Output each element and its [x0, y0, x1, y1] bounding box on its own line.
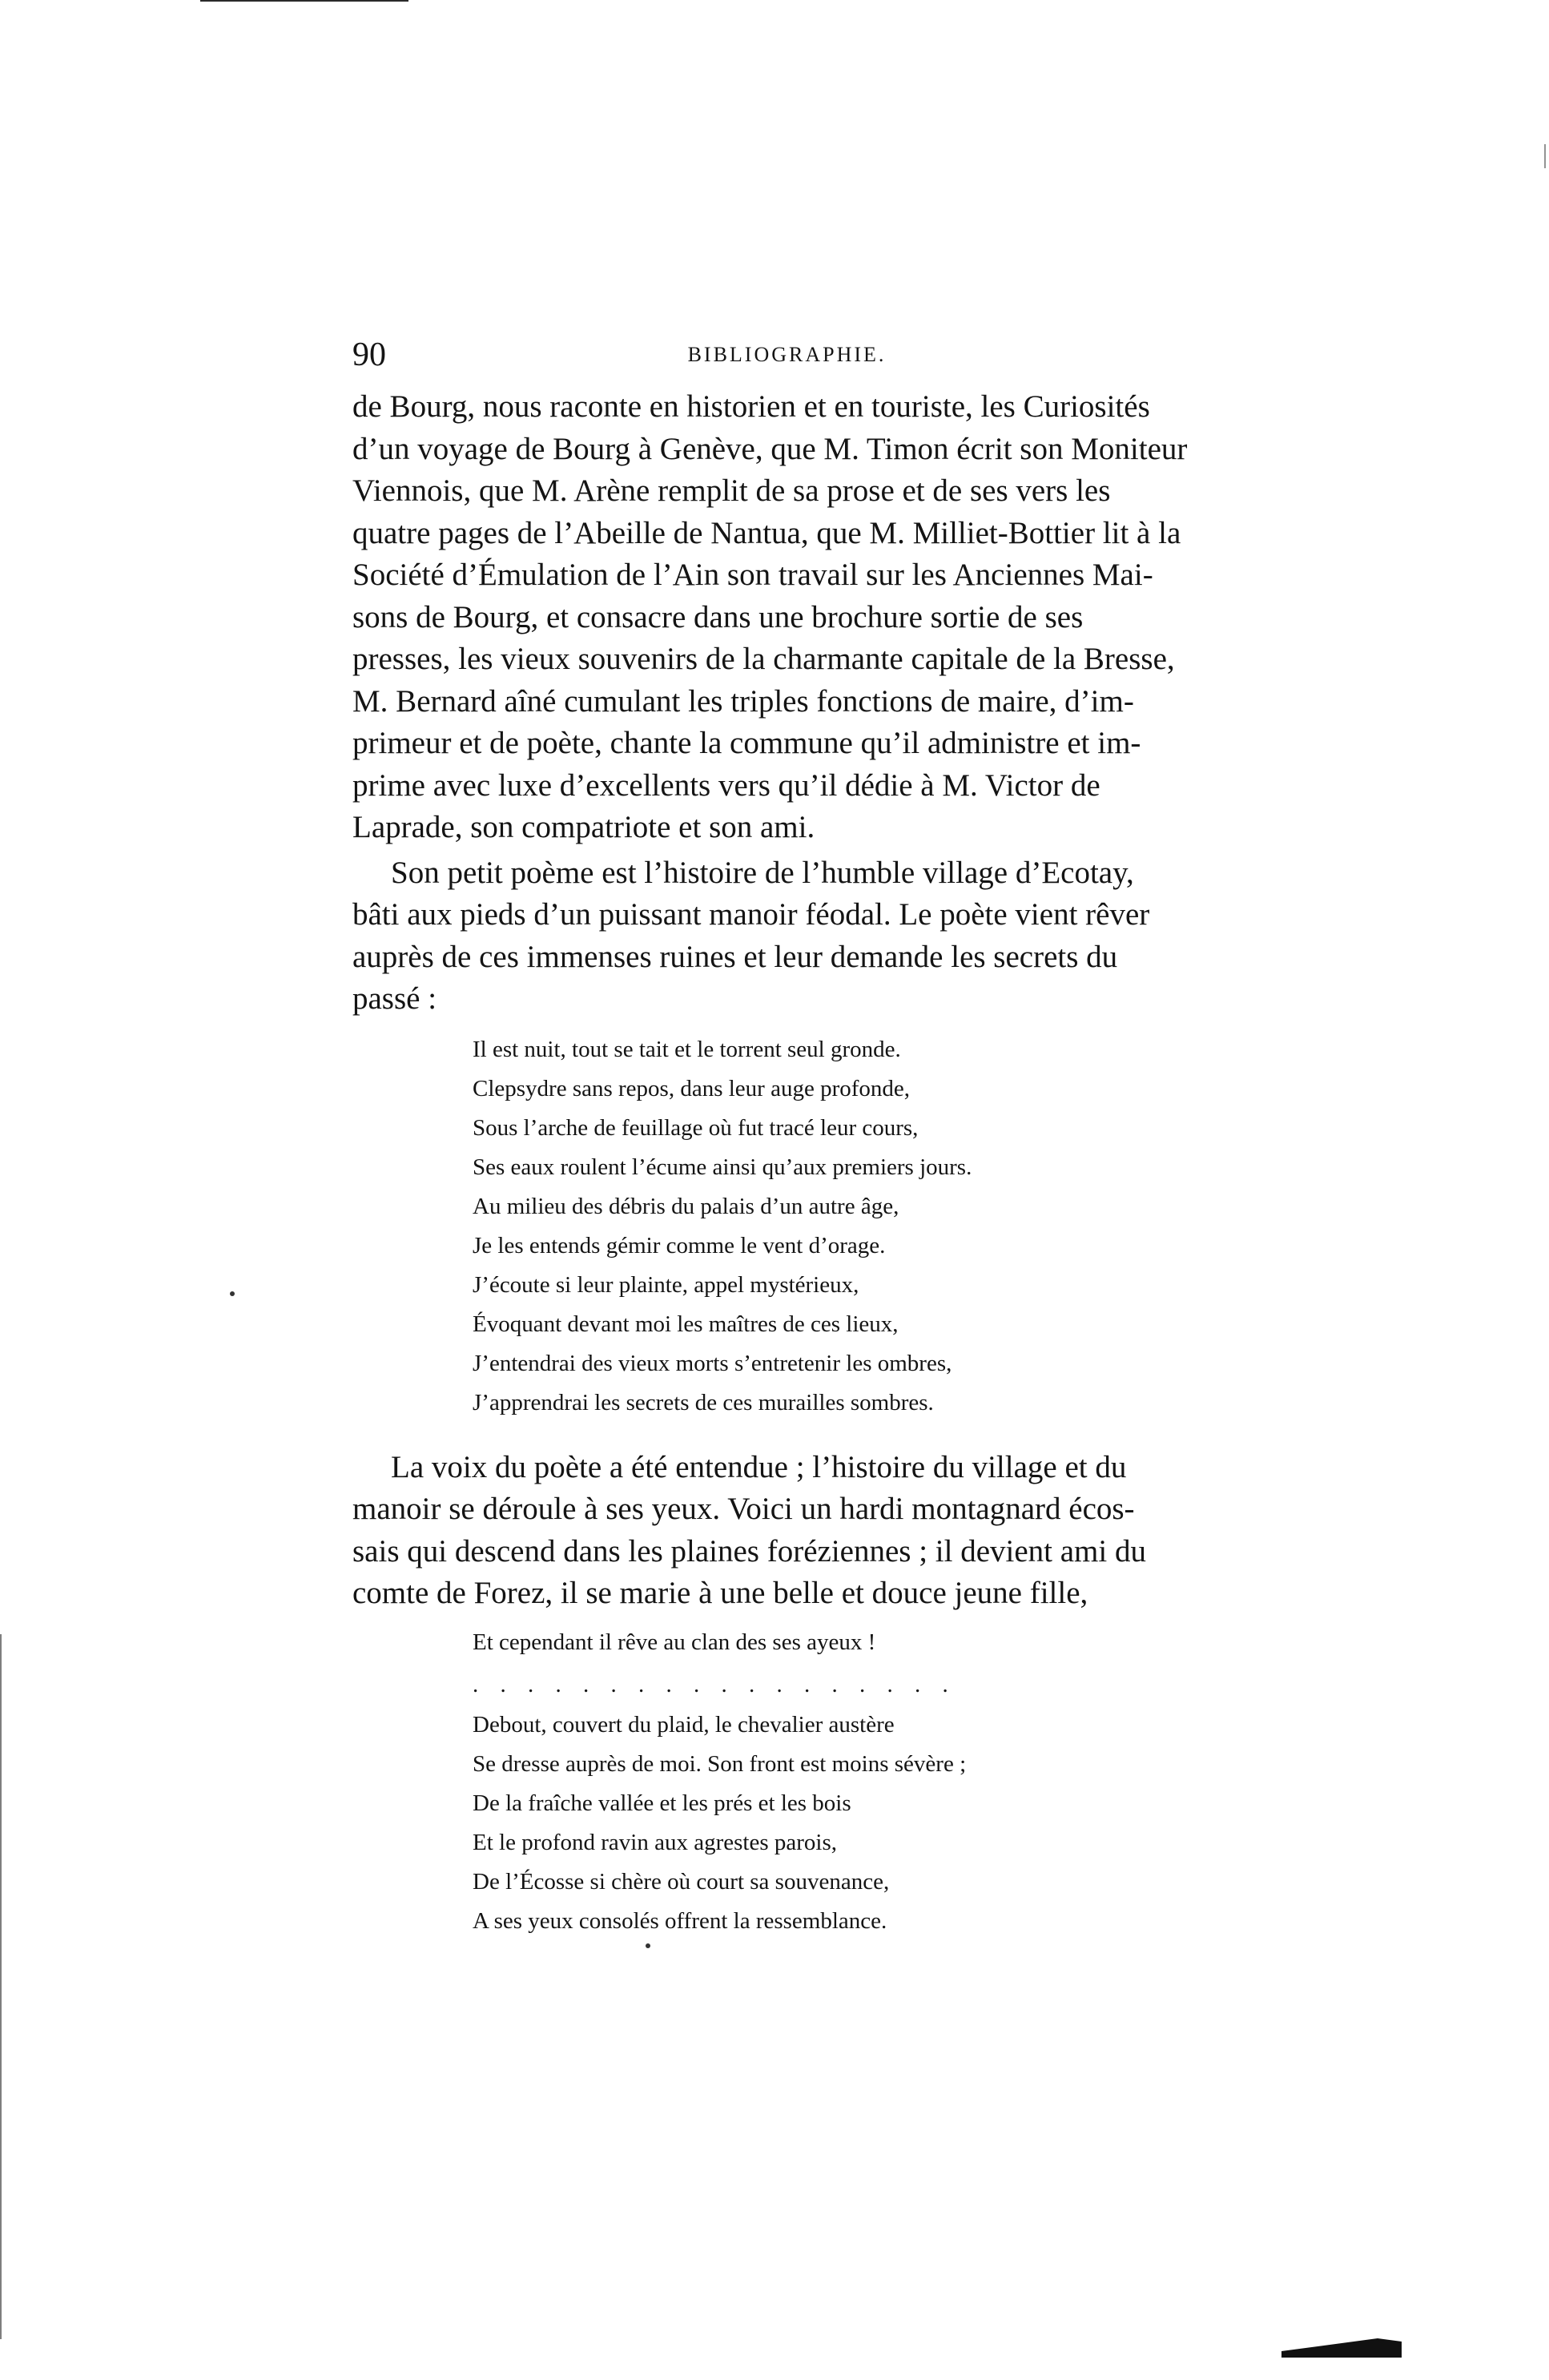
- prose-line: La voix du poète a été entendue ; l’histoire du village et du: [391, 1449, 1127, 1484]
- verse-line: A ses yeux consolés offrent la ressemblance.: [473, 1907, 887, 1934]
- running-title: BIBLIOGRAPHIE.: [687, 343, 887, 366]
- verse-line: Sous l’arche de feuillage où fut tracé leur cours,: [473, 1114, 919, 1141]
- prose-line: Laprade, son compatriote et son ami.: [352, 810, 815, 844]
- book-page: [352, 335, 1221, 1965]
- paragraph-3: [352, 1447, 1221, 1615]
- running-head: [352, 335, 1221, 375]
- prose-line: sais qui descend dans les plaines foréziennes ; il devient ami du: [352, 1533, 1146, 1569]
- verse-block-2: [473, 1705, 1221, 1941]
- verse-line: Et le profond ravin aux agrestes parois,: [473, 1829, 837, 1855]
- prose-line: M. Bernard aîné cumulant les triples fonctions de maire, d’im-: [352, 683, 1134, 719]
- verse-line: Ses eaux roulent l’écume ainsi qu’aux premiers jours.: [473, 1154, 972, 1180]
- prose-line: comte de Forez, il se marie à une belle et douce jeune fille,: [352, 1576, 1088, 1610]
- verse-line: Il est nuit, tout se tait et le torrent seul gronde.: [473, 1036, 901, 1062]
- verse-line: Évoquant devant moi les maîtres de ces lieux,: [473, 1311, 899, 1337]
- scan-edge-mark: [1544, 144, 1546, 168]
- prose-line: Société d’Émulation de l’Ain son travail sur les Anciennes Mai-: [352, 558, 1153, 592]
- paragraph-2: [352, 852, 1221, 1021]
- prose-line: presses, les vieux souvenirs de la charmante capitale de la Bresse,: [352, 642, 1175, 676]
- prose-line: quatre pages de l’Abeille de Nantua, que M. Milliet-Bottier lit à la: [352, 515, 1181, 550]
- scan-edge-mark: [0, 1634, 2, 2339]
- paragraph-1: [352, 386, 1221, 849]
- verse-ellipsis: . . . . . . . . . . . . . . . . . .: [473, 1671, 956, 1697]
- prose-line: d’un voyage de Bourg à Genève, que M. Timon écrit son Moniteur: [352, 431, 1188, 466]
- verse-block-1: [473, 1030, 1221, 1423]
- prose-line: primeur et de poète, chante la commune qu’il administre et im-: [352, 726, 1141, 760]
- prose-line: sons de Bourg, et consacre dans une brochure sortie de ses: [352, 599, 1084, 634]
- prose-line: Viennois, que M. Arène remplit de sa prose et de ses vers les: [352, 473, 1111, 508]
- verse-line: Se dresse auprès de moi. Son front est moins sévère ;: [473, 1750, 967, 1777]
- verse-line: Clepsydre sans repos, dans leur auge profonde,: [473, 1075, 911, 1101]
- prose-line: de Bourg, nous raconte en historien et en touriste, les Curiosités: [352, 389, 1150, 424]
- prose-line: Son petit poème est l’histoire de l’humble village d’Ecotay,: [391, 855, 1134, 890]
- prose-line: auprès de ces immenses ruines et leur demande les secrets du: [352, 939, 1118, 974]
- verse-line: J’entendrai des vieux morts s’entretenir les ombres,: [473, 1350, 952, 1376]
- verse-line: J’écoute si leur plainte, appel mystérieux,: [473, 1271, 859, 1298]
- prose-line: passé :: [352, 981, 437, 1016]
- verse-single-line: Et cependant il rêve au clan des ses ayeux !: [473, 1629, 876, 1655]
- scan-dot: [230, 1291, 235, 1296]
- prose-line: bâti aux pieds d’un puissant manoir féodal. Le poète vient rêver: [352, 897, 1150, 932]
- verse-line: De l’Écosse si chère où court sa souvenance,: [473, 1868, 890, 1895]
- scan-corner-smudge: [1281, 2327, 1402, 2358]
- scan-edge-mark: [200, 0, 408, 2]
- scan-dot: [646, 1943, 650, 1948]
- verse-line: De la fraîche vallée et les prés et les bois: [473, 1790, 851, 1816]
- prose-line: manoir se déroule à ses yeux. Voici un hardi montagnard écos-: [352, 1492, 1135, 1526]
- verse-line: J’apprendrai les secrets de ces murailles sombres.: [473, 1389, 934, 1416]
- page-number: 90: [352, 336, 386, 373]
- prose-line: prime avec luxe d’excellents vers qu’il dédie à M. Victor de: [352, 767, 1100, 803]
- verse-line: Je les entends gémir comme le vent d’orage.: [473, 1232, 886, 1258]
- verse-line: Debout, couvert du plaid, le chevalier austère: [473, 1711, 895, 1738]
- verse-line: Au milieu des débris du palais d’un autre âge,: [473, 1193, 899, 1219]
